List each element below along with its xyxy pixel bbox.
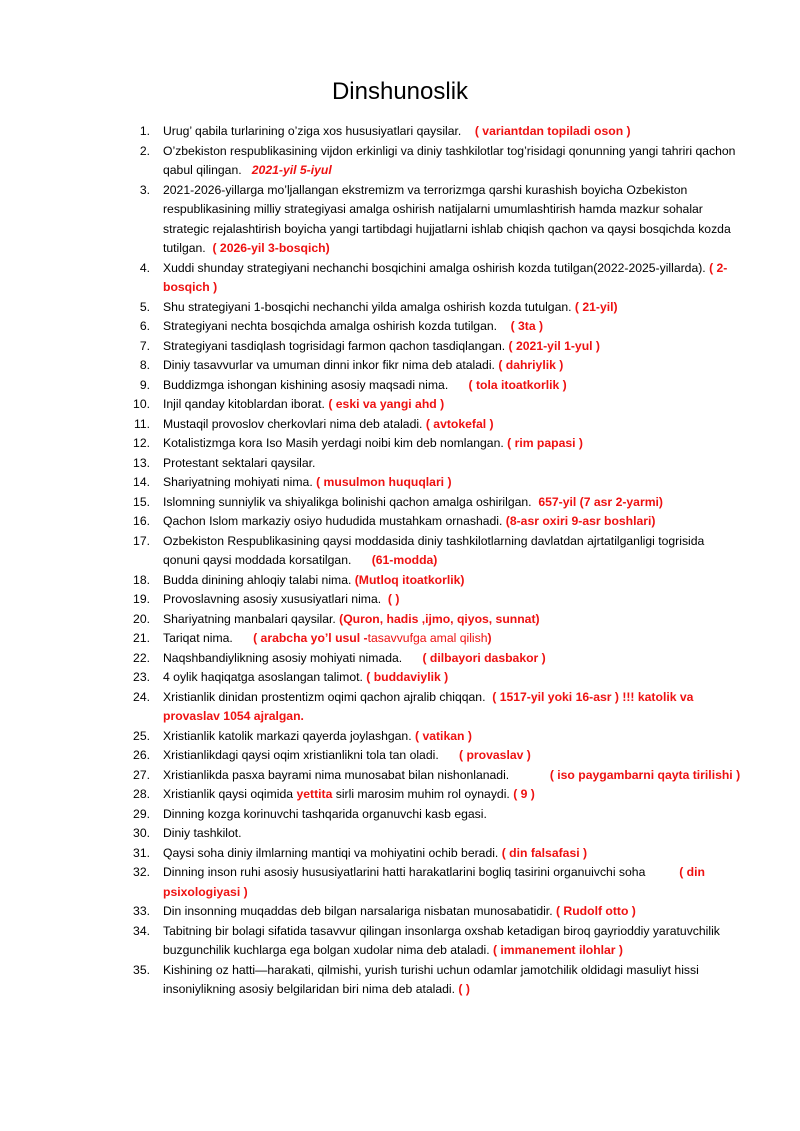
question-text: Mustaqil provoslov cherkovlari nima deb ataladi. [163, 416, 423, 431]
question-text: Xristianlik katolik markazi qayerda joylashgan. [163, 728, 412, 743]
question-text: Dinning kozga korinuvchi tashqarida organuvchi kasb egasi. [163, 806, 487, 821]
answer-text: ( tola itoatkorlik ) [468, 377, 567, 392]
question-text: Tabitning bir bolagi sifatida tasavvur qilingan insonlarga oxshab ketadigan biroq gayrioddiy yaratuvchilik buzgunchilik kuchlarga ega bolgan xudolar nima deb ataladi. [163, 923, 720, 957]
question-text: 2021-2026-yillarga mo’ljallangan ekstremizm va terrorizmga qarshi kurashish boyicha Ozbekiston respublikasining milliy strategiyasi amalga oshirish natijalarni umumlashtirish hamda mazkur sohalar strategic rejalashtirish boyicha yangi tartibdagi hujjatlarni ishlab chiqish qachon va qaysi bosqichda kozda tutilgan. [163, 182, 731, 255]
item-number: 34. [133, 923, 150, 938]
item-number: 33. [133, 904, 150, 918]
list-item [0, 532, 800, 571]
question-text: Strategiyani tasdiqlash togrisidagi farmon qachon tasdiqlangan. [163, 338, 506, 353]
answer-text: ( provaslav ) [459, 748, 531, 762]
question-text: Xristianlik dinidan prostentizm oqimi qachon ajralib chiqqan. [163, 689, 486, 704]
question-text: Xristianlik qaysi oqimida [163, 787, 294, 801]
item-number: 11. [133, 416, 150, 431]
answer-text: ( 2-bosqich ) [163, 260, 728, 294]
list-item [0, 512, 800, 532]
answer-text: ( avtokefal ) [425, 416, 494, 431]
item-number: 25. [133, 728, 150, 743]
question-text: Dinning inson ruhi asosiy hususiyatlarini hatti harakatlarini bogliq tasirini organuivchi soha [163, 865, 646, 879]
answer-text: ) [487, 631, 492, 645]
list-item [0, 395, 800, 415]
question-text: Tariqat nima. [163, 631, 233, 645]
list-item [0, 863, 800, 902]
answer-text: ( ) [387, 592, 400, 606]
item-number: 6. [139, 319, 150, 333]
item-number: 7. [139, 338, 150, 353]
answer-text: ( arabcha yo’l usul - [253, 631, 368, 645]
question-text: Budda dinining ahloqiy talabi nima. [163, 572, 352, 587]
item-number: 10. [133, 397, 150, 411]
answer-text: 2021-yil 5-iyul [251, 163, 332, 177]
list-item [0, 454, 800, 474]
question-text: Xristianlikda pasxa bayrami nima munosabat bilan nishonlanadi. [163, 767, 510, 782]
list-item [0, 746, 800, 766]
list-item [0, 805, 800, 825]
item-number: 24. [133, 689, 150, 704]
answer-text: (8-asr oxiri 9-asr boshlari) [505, 514, 656, 528]
answer-text: ( 2026-yil 3-bosqich) [212, 241, 330, 255]
list-item [0, 766, 800, 786]
item-number: 1. [139, 124, 150, 138]
question-text: Diniy tasavvurlar va umuman dinni inkor fikr nima deb ataladi. [163, 358, 495, 372]
list-item [0, 649, 800, 669]
question-text: Din insonning muqaddas deb bilgan narsalariga nisbatan munosabatidir. [163, 904, 553, 918]
list-item [0, 259, 800, 298]
question-text: Ozbekiston Respublikasining qaysi moddasida diniy tashkilotlarning davlatdan ajrtatilganligi togrisida qonuni qaysi moddada korsatilgan. [163, 533, 705, 567]
question-text: Strategiyani nechta bosqichda amalga oshirish kozda tutilgan. [163, 319, 498, 333]
list-item [0, 181, 800, 259]
item-number: 4. [139, 260, 150, 275]
item-number: 31. [133, 845, 150, 860]
list-item [0, 727, 800, 747]
item-number: 29. [133, 806, 150, 821]
item-number: 15. [133, 494, 150, 509]
question-text: Kishining oz hatti—harakati, qilmishi, yurish turishi uchun odamlar jamotchilik oldidagi masuliyt hissi insoniylikning asosiy belgilaridan biri nima deb ataladi. [163, 962, 699, 996]
question-text: Islomning sunniylik va shiyalikga bolinishi qachon amalga oshirilgan. [163, 494, 532, 509]
answer-text: ( dilbayori dasbakor ) [422, 650, 546, 665]
question-text: sirli marosim muhim rol oynaydi. [335, 787, 510, 801]
answer-text: ( 2021-yil 1-yul ) [508, 338, 600, 353]
list-item [0, 434, 800, 454]
list-item [0, 571, 800, 591]
list-item [0, 590, 800, 610]
item-number: 9. [139, 377, 150, 392]
answer-text: ( din falsafasi ) [501, 845, 588, 860]
item-number: 35. [133, 962, 150, 977]
answer-text: ( 3ta ) [510, 319, 544, 333]
list-item [0, 356, 800, 376]
question-text: Protestant sektalari qaysilar. [163, 455, 316, 470]
item-number: 23. [133, 670, 150, 684]
list-item [0, 317, 800, 337]
question-text: Xuddi shunday strategiyani nechanchi bosqichini amalga oshirish kozda tutilgan(2022-2025-yillarda). [163, 260, 706, 275]
answer-text: ( eski va yangi ahd ) [328, 397, 445, 411]
answer-text: 657-yil (7 asr 2-yarmi) [538, 494, 663, 509]
item-number: 21. [133, 631, 150, 645]
question-text: Shariyatning mohiyati nima. [163, 475, 313, 489]
answer-text: (Quron, hadis ,ijmo, qiyos, sunnat) [339, 611, 540, 626]
answer-text: (Mutloq itoatkorlik) [354, 572, 465, 587]
question-text: Qachon Islom markaziy osiyo hududida mustahkam ornashadi. [163, 514, 503, 528]
answer-text: ( dahriylik ) [498, 358, 564, 372]
question-text: Naqshbandiylikning asosiy mohiyati nimada. [163, 650, 403, 665]
list-item [0, 298, 800, 318]
highlight-word: yettita [296, 787, 333, 801]
item-number: 22. [133, 650, 150, 665]
page-title: Dinshunoslik [331, 78, 469, 105]
list-item [0, 629, 800, 649]
answer-text: ( din psixologiyasi ) [163, 865, 705, 899]
answer-text: ( 1517-yil yoki 16-asr ) !!! katolik va provaslav 1054 ajralgan. [163, 689, 694, 723]
question-text: Shu strategiyani 1-bosqichi nechanchi yilda amalga oshirish kozda tutulgan. [163, 299, 572, 314]
question-text: Xristianlikdagi qaysi oqim xristianlikni tola tan oladi. [163, 748, 439, 762]
item-number: 12. [133, 436, 150, 450]
list-item [0, 473, 800, 493]
answer-text: tasavvufga amal qilish [367, 631, 488, 645]
list-item [0, 142, 800, 181]
question-text: Provoslavning asosiy xususiyatlari nima. [163, 592, 382, 606]
item-number: 26. [133, 748, 150, 762]
question-text: Kotalistizmga kora Iso Masih yerdagi noibi kim deb nomlangan. [163, 436, 504, 450]
question-list [0, 122, 800, 1000]
item-number: 32. [133, 865, 150, 879]
item-number: 27. [133, 767, 150, 782]
answer-text: ( 9 ) [513, 787, 535, 801]
list-item [0, 337, 800, 357]
answer-text: ( musulmon huquqlari ) [316, 475, 452, 489]
list-item [0, 610, 800, 630]
answer-text: (61-modda) [371, 553, 438, 567]
list-item [0, 668, 800, 688]
list-item [0, 922, 800, 961]
question-text: Urug’ qabila turlarining o’ziga xos hususiyatlari qaysilar. [163, 124, 462, 138]
answer-text: ( vatikan ) [415, 728, 472, 743]
item-number: 16. [133, 514, 150, 528]
list-item [0, 122, 800, 142]
item-number: 14. [133, 475, 150, 489]
answer-text: ( 21-yil) [574, 299, 618, 314]
answer-text: ( buddaviylik ) [366, 670, 449, 684]
question-text: Diniy tashkilot. [163, 826, 242, 840]
item-number: 30. [133, 826, 150, 840]
list-item [0, 785, 800, 805]
list-item [0, 376, 800, 396]
item-number: 13. [133, 455, 150, 470]
item-number: 19. [133, 592, 150, 606]
list-item [0, 844, 800, 864]
answer-text: ( Rudolf otto ) [555, 904, 636, 918]
answer-text: ( immanement ilohlar ) [492, 943, 623, 957]
list-item [0, 493, 800, 513]
answer-text: ( iso paygambarni qayta tirilishi ) [549, 767, 741, 782]
question-text: O’zbekiston respublikasining vijdon erkinligi va diniy tashkilotlar tog’risidagi qonunning yangi tahriri qachon qabul qilingan. [163, 143, 736, 177]
question-text: Shariyatning manbalari qaysilar. [163, 611, 336, 626]
list-item [0, 688, 800, 727]
question-text: Buddizmga ishongan kishining asosiy maqsadi nima. [163, 377, 449, 392]
item-number: 20. [133, 611, 150, 626]
answer-text: ( variantdan topiladi oson ) [474, 124, 631, 138]
question-text: 4 oylik haqiqatga asoslangan talimot. [163, 670, 363, 684]
list-item [0, 902, 800, 922]
item-number: 5. [139, 299, 150, 314]
list-item [0, 824, 800, 844]
question-text: Qaysi soha diniy ilmlarning mantiqi va mohiyatini ochib beradi. [163, 845, 499, 860]
item-number: 18. [133, 572, 150, 587]
question-text: Injil qanday kitoblardan iborat. [163, 397, 325, 411]
list-item [0, 415, 800, 435]
item-number: 8. [139, 358, 150, 372]
item-number: 28. [133, 787, 150, 801]
item-number: 17. [133, 533, 150, 548]
item-number: 3. [139, 182, 150, 197]
answer-text: ( ) [458, 982, 470, 996]
item-number: 2. [139, 143, 150, 158]
list-item [0, 961, 800, 1000]
answer-text: ( rim papasi ) [507, 436, 583, 450]
